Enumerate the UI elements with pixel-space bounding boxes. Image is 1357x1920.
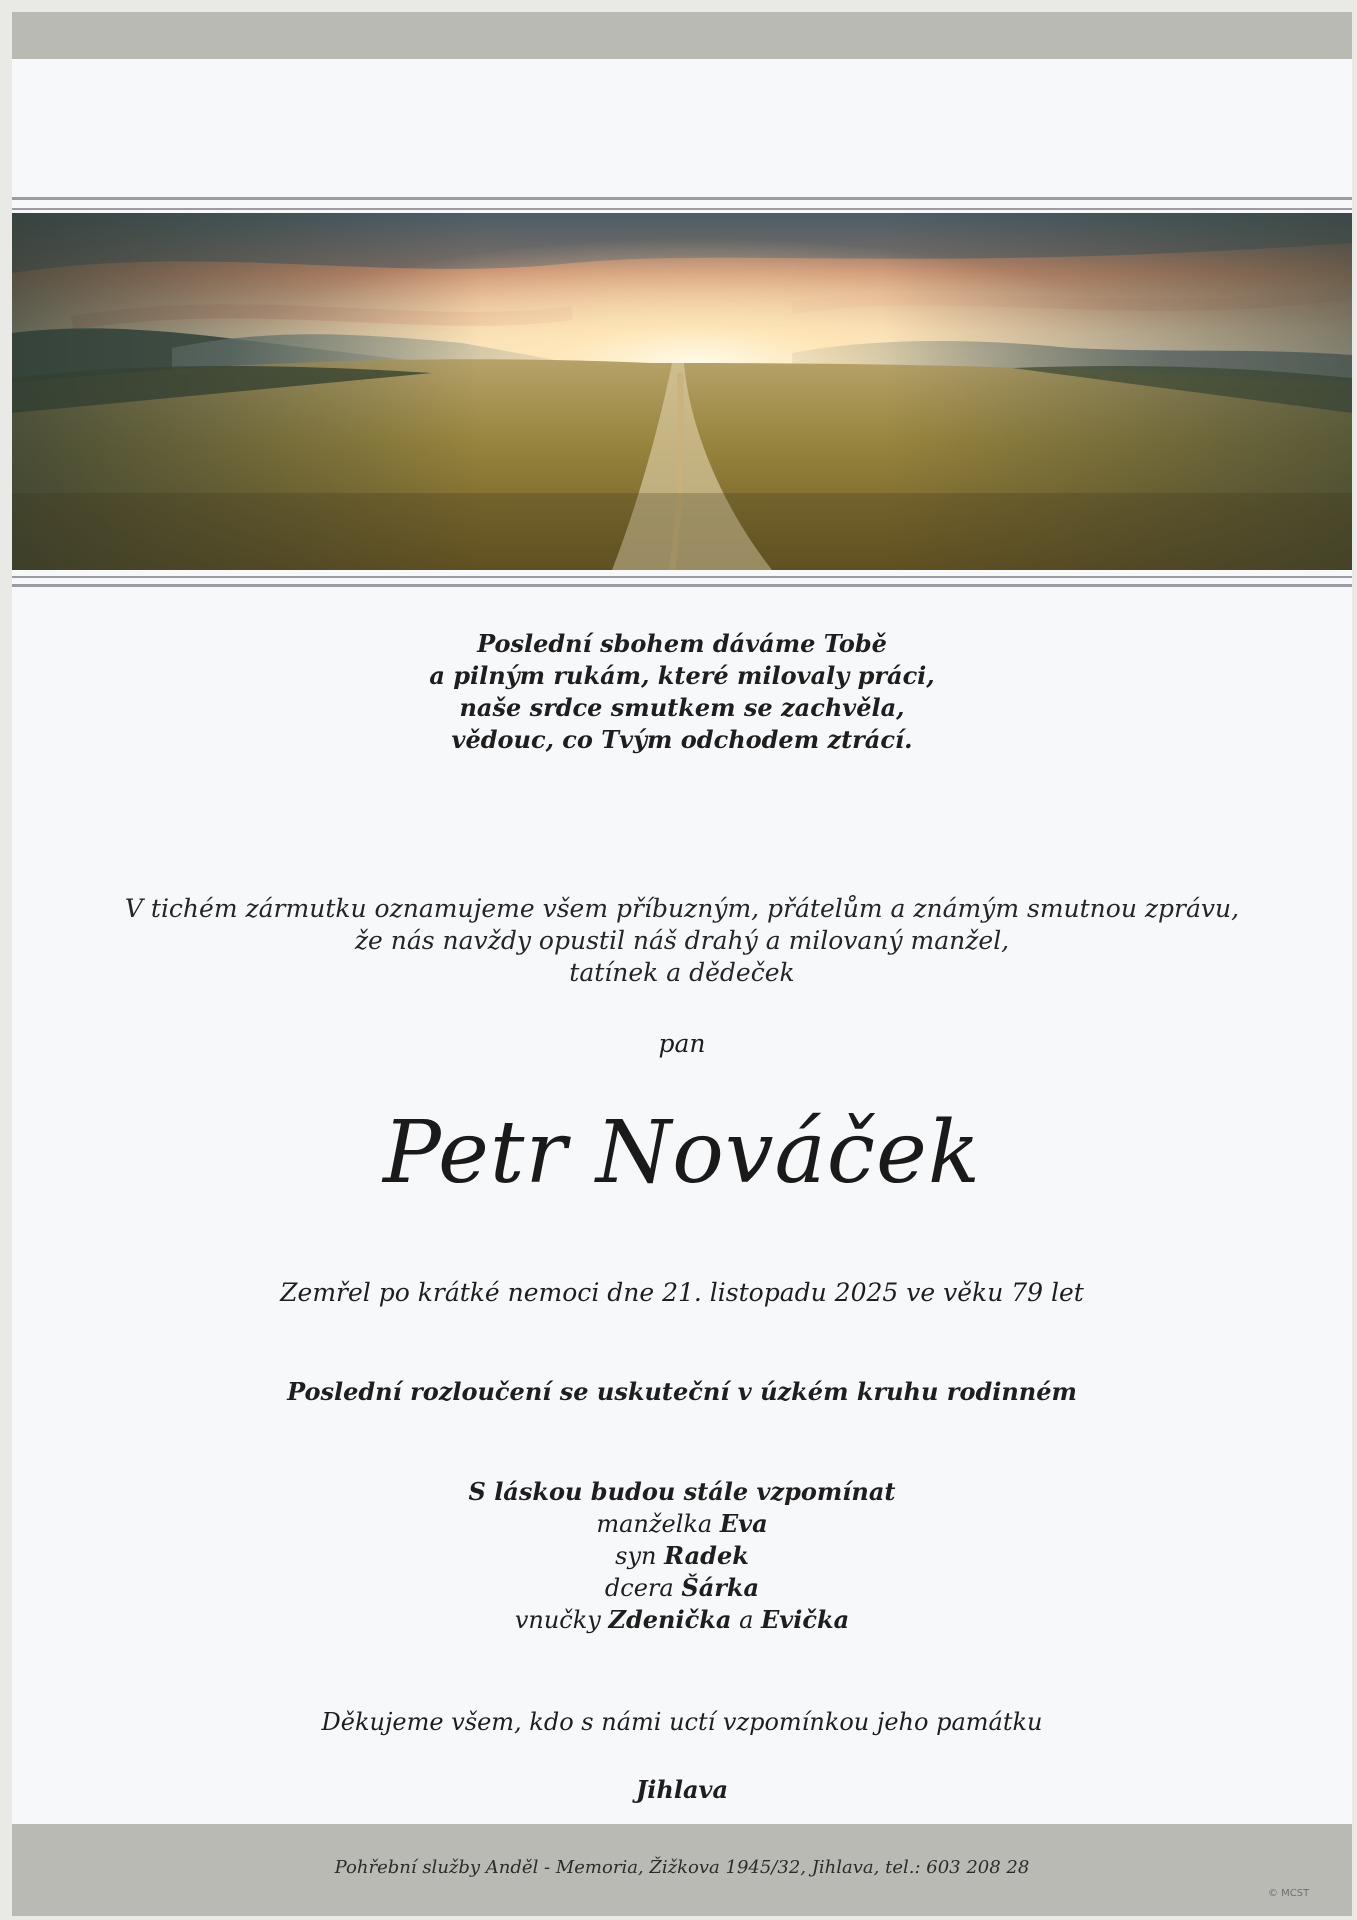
bottom-rule (12, 584, 1352, 587)
announcement-line: tatínek a dědeček (569, 958, 795, 987)
family-relation: manželka (596, 1510, 713, 1538)
family-member-name: Šárka (681, 1573, 760, 1602)
name-joiner: a (739, 1606, 754, 1634)
family-member (12, 1540, 1352, 1572)
city: Jihlava (635, 1775, 729, 1804)
bottom-rule-thin (12, 576, 1352, 578)
family-member-name: Radek (664, 1541, 749, 1570)
sunset-field-photo (12, 213, 1352, 570)
grandchild-name: Evička (761, 1605, 850, 1634)
announcement-line: že nás navždy opustil náš drahý a milovaný manžel, (354, 926, 1010, 955)
watermark: © MCST (1268, 1888, 1310, 1899)
poem (12, 628, 1352, 756)
thanks-note: Děkujeme všem, kdo s námi uctí vzpomínkou jeho památku (321, 1708, 1043, 1736)
poem-line: Poslední sbohem dáváme Tobě (477, 629, 887, 658)
funeral-service-footer: Pohřební služby Anděl - Memoria, Žižkova 1945/32, Jihlava, tel.: 603 208 28 (334, 1857, 1030, 1878)
family-heading: S láskou budou stále vzpomínat (468, 1477, 896, 1506)
farewell-notice: Poslední rozloučení se uskuteční v úzkém kruhu rodinném (287, 1377, 1077, 1406)
poem-line: naše srdce smutkem se zachvěla, (459, 693, 905, 722)
family-member (12, 1572, 1352, 1604)
top-rule (12, 197, 1352, 200)
announcement-line: V tichém zármutku oznamujeme všem příbuzným, přátelům a známým smutnou zprávu, (124, 894, 1240, 923)
family-member-name: Eva (719, 1509, 768, 1538)
death-notice: Zemřel po krátké nemoci dne 21. listopadu 2025 ve věku 79 let (280, 1278, 1084, 1307)
top-band (12, 12, 1352, 59)
family-member (12, 1508, 1352, 1540)
family-relation: dcera (604, 1574, 674, 1602)
poem-line: a pilným rukám, které milovaly práci, (429, 661, 935, 690)
family-grandchildren (12, 1604, 1352, 1636)
salutation: pan (658, 1029, 706, 1058)
family-relation: syn (615, 1542, 657, 1570)
landscape-illustration (12, 213, 1352, 570)
family-list (12, 1476, 1352, 1636)
deceased-name: Petr Nováček (383, 1103, 981, 1203)
poem-line: vědouc, co Tvým odchodem ztrácí. (451, 725, 913, 754)
grandchild-name: Zdenička (608, 1605, 732, 1634)
top-rule-thin (12, 208, 1352, 210)
announcement (12, 893, 1352, 989)
family-relation: vnučky (514, 1606, 601, 1634)
